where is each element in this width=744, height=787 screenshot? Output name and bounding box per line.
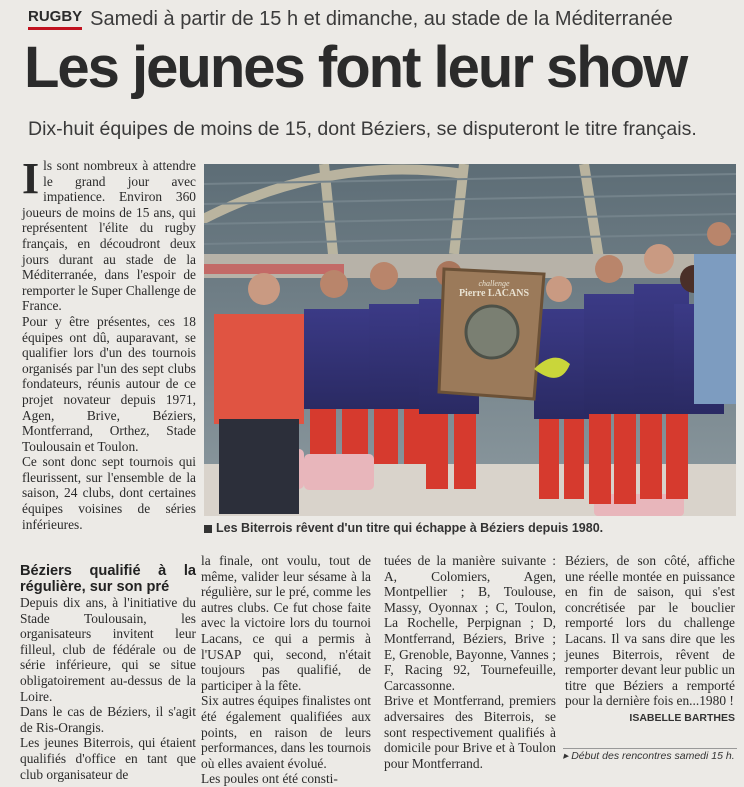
caption-square-icon (204, 525, 212, 533)
caption-text: Les Biterrois rêvent d'un titre qui échappe à Béziers depuis 1980. (216, 521, 604, 535)
headline: Les jeunes font leur show (24, 35, 687, 100)
article-column-4 (565, 553, 735, 727)
article-column-3 (384, 553, 556, 771)
section-subhead: Béziers qualifié à la régulière, sur son pré (20, 563, 196, 595)
author-signature: ISABELLE BARTHES (629, 711, 735, 724)
paragraph-3: Ce sont donc sept tournois qui fleurissent, sur l'ensemble de la saison, 24 clubs, dont certaines équipes voisines de séries inférieures. (22, 454, 196, 532)
plaque-line-1: challenge (478, 279, 510, 288)
col3-paragraph-1: tuées de la manière suivante : A, Colomiers, Agen, Montpellier ; B, Toulouse, Massy, Oyonnax ; C, Toulon, La Rochelle, Perpignan ; D, Montferrand, Béziers, Brive ; E, Grenoble, Bayonne, Vannes ; F, Racing 92, Tournefeuille, Carcassonne. (384, 553, 556, 693)
col2-paragraph-3: Les poules ont été consti- (201, 771, 338, 787)
plaque-line-2: Pierre LACANS (458, 288, 530, 299)
paragraph-6: Les jeunes Biterrois, qui étaient qualifiés d'office en tant que club organisateur de (20, 735, 196, 782)
note-text: Début des rencontres samedi 15 h. (571, 750, 735, 762)
col3-paragraph-2: Brive et Montferrand, premiers adversaires des Biterrois, se sont respectivement qualifiés à domicile pour Brive et à Toulon pour Montferrand. (384, 693, 556, 771)
col2-paragraph-2: Six autres équipes finalistes ont été également qualifiées aux points, en raison de leurs performances, dans les tournois où elles avaient évolué. (201, 693, 371, 771)
kicker (28, 6, 673, 32)
kicker-text: Samedi à partir de 15 h et dimanche, au stade de la Méditerranée (90, 7, 673, 30)
col2-paragraph-1: la finale, ont voulu, tout de même, valider leur sésame à la régulière, sur le pré, comme les autres clubs. Ce fut chose faite avec la victoire lors du tournoi Lacans, ce qui a permis à l'USAP qui, second, n'était toujours pas qualifié, de participer à la fête. (201, 553, 371, 693)
paragraph-1: ls sont nombreux à attendre le grand jour avec impatience. Environ 360 joueurs de moins de 15 ans, qui représentent l'élite du rugby français, en découdront deux jours durant au stade de la Méditerranée, dans l'espoir de remporter le Super Challenge de France. (22, 158, 197, 314)
subhead: Dix-huit équipes de moins de 15, dont Béziers, se disputeront le titre français. (28, 118, 697, 140)
paragraph-4: Depuis dix ans, à l'initiative du Stade Toulousain, les organisateurs invitent leur filleul, club de fédérale ou de série inférieure, qui se situe obligatoirement au-dessus de la Loire. (20, 595, 196, 704)
photo-caption (204, 521, 736, 535)
team-photo (204, 164, 736, 516)
paragraph-2: Pour y être présentes, ces 18 équipes ont dû, auparavant, se qualifier lors d'un des tournois organisés par l'un des sept clubs fondateurs, réunis autour de ce projet novateur depuis 1971, Agen, Brive, Béziers, Montferrand, Orthez, Stade Toulousain et Toulon. (22, 313, 196, 454)
paragraph-5: Dans le cas de Béziers, il s'agit de Ris-Orangis. (20, 704, 196, 735)
article-column-1 (22, 154, 197, 532)
drop-cap: I (22, 154, 40, 203)
rubric-label: RUGBY (28, 8, 82, 30)
col4-paragraph-1: Béziers, de son côté, affiche une réelle montée en puissance en fin de saison, qui s'est concrétisée par le bouclier remporté lors du challenge Lacans. Il va sans dire que les jeunes Biterrois, rêvent de remporter devant leur public un titre que Béziers a remporté pour la dernière fois en...1980 ! (565, 553, 735, 709)
article-column-2 (201, 553, 371, 787)
note-bullet-icon: ▸ (563, 750, 572, 762)
schedule-note (563, 748, 737, 763)
article-column-1-lower (20, 563, 196, 782)
